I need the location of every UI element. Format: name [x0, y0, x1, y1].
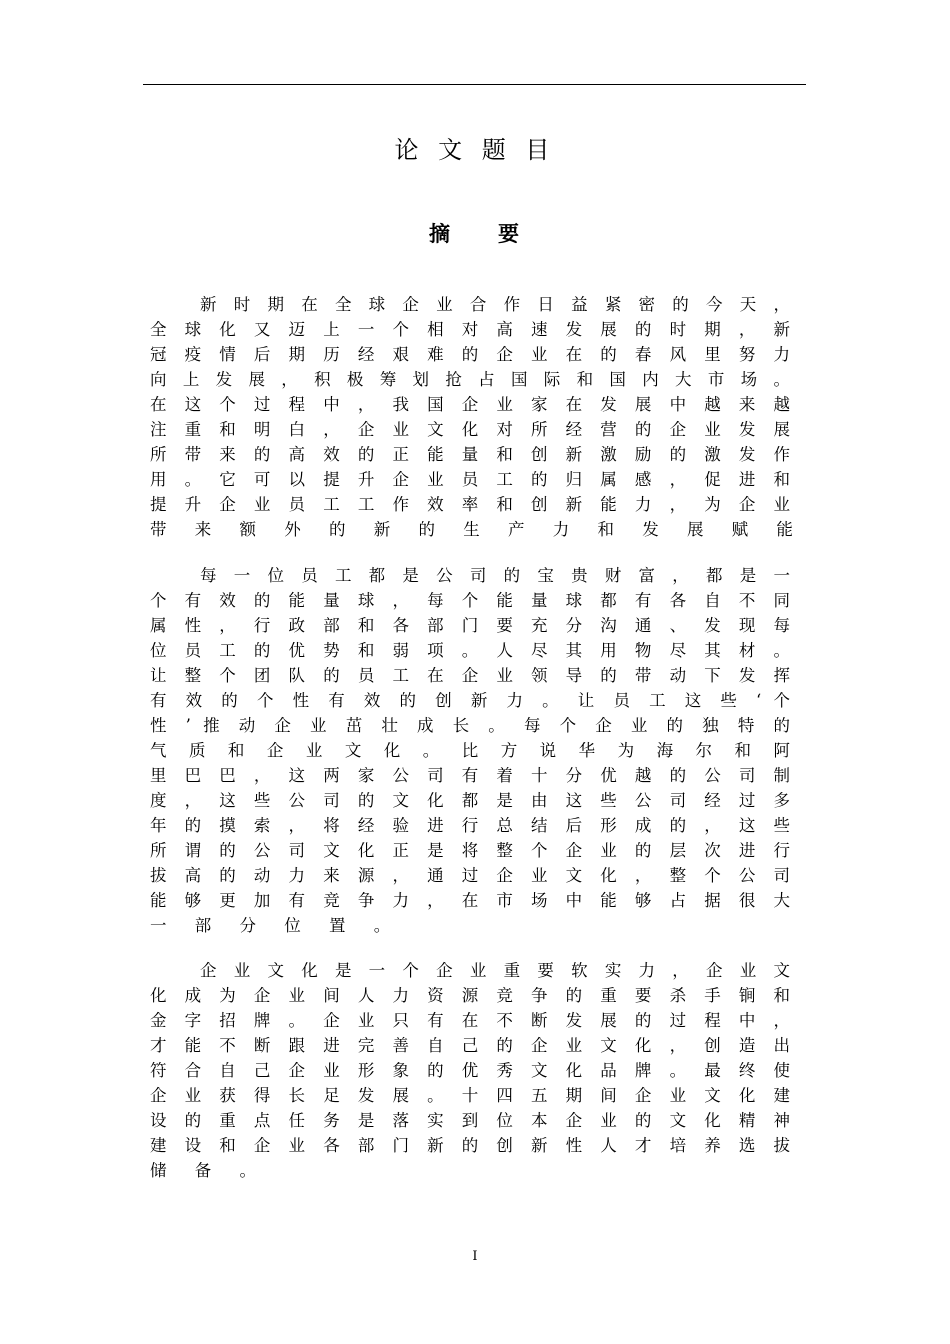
paragraph-line: 用 。 它 可 以 提 升 企 业 员 工 的 归 属 感 ， 促 进 和: [150, 470, 790, 489]
paragraph-line: 所 谓 的 公 司 文 化 正 是 将 整 个 企 业 的 层 次 进 行: [150, 841, 790, 860]
header-rule: [143, 84, 806, 85]
paragraph-line: 新 时 期 在 全 球 企 业 合 作 日 益 紧 密 的 今 天 ，: [200, 295, 790, 314]
paragraph-line: 提 升 企 业 员 工 工 作 效 率 和 创 新 能 力 ， 为 企 业: [150, 495, 790, 514]
paragraph-line: 才 能 不 断 跟 进 完 善 自 己 的 企 业 文 化 ， 创 造 出: [150, 1036, 790, 1055]
abstract-paragraph-1: [150, 292, 805, 542]
paragraph-line: 位 员 工 的 优 势 和 弱 项 。 人 尽 其 用 物 尽 其 材 。: [150, 641, 790, 660]
paragraph-line: 让 整 个 团 队 的 员 工 在 企 业 领 导 的 带 动 下 发 挥: [150, 666, 790, 685]
paragraph-line: 里 巴 巴 ， 这 两 家 公 司 有 着 十 分 优 越 的 公 司 制: [150, 766, 790, 785]
paragraph-line: 能 够 更 加 有 竞 争 力 ， 在 市 场 中 能 够 占 据 很 大: [150, 891, 790, 910]
paragraph-line: 个 有 效 的 能 量 球 ， 每 个 能 量 球 都 有 各 自 不 同: [150, 591, 790, 610]
paragraph-line: 拔 高 的 动 力 来 源 ， 通 过 企 业 文 化 ， 整 个 公 司: [150, 866, 790, 885]
paragraph-line: 有 效 的 个 性 有 效 的 创 新 力 。 让 员 工 这 些 ‘ 个: [150, 691, 790, 710]
thesis-title: 论 文 题 目: [394, 136, 556, 164]
paragraph-line: 一 部 分 位 置 。: [150, 916, 402, 935]
page-number: I: [472, 1249, 478, 1264]
paragraph-line: 气 质 和 企 业 文 化 。 比 方 说 华 为 海 尔 和 阿: [150, 741, 790, 760]
abstract-heading: 摘 要: [429, 221, 521, 246]
paragraph-line: 储 备 。: [150, 1161, 268, 1180]
paragraph-line: 度 ， 这 些 公 司 的 文 化 都 是 由 这 些 公 司 经 过 多: [150, 791, 790, 810]
paragraph-line: 所 带 来 的 高 效 的 正 能 量 和 创 新 激 励 的 激 发 作: [150, 445, 790, 464]
paragraph-line: 建 设 和 企 业 各 部 门 新 的 创 新 性 人 才 培 养 选 拔: [150, 1136, 790, 1155]
paragraph-line: 符 合 自 己 企 业 形 象 的 优 秀 文 化 品 牌 。 最 终 使: [150, 1061, 790, 1080]
paragraph-line: 注 重 和 明 白 ， 企 业 文 化 对 所 经 营 的 企 业 发 展: [150, 420, 790, 439]
paragraph-line: 在 这 个 过 程 中 ， 我 国 企 业 家 在 发 展 中 越 来 越: [150, 395, 790, 414]
paragraph-line: 全 球 化 又 迈 上 一 个 相 对 高 速 发 展 的 时 期 ， 新: [150, 320, 790, 339]
paragraph-line: 属 性 ， 行 政 部 和 各 部 门 要 充 分 沟 通 、 发 现 每: [150, 616, 790, 635]
abstract-paragraph-2: [150, 563, 790, 938]
paragraph-line: 化 成 为 企 业 间 人 力 资 源 竞 争 的 重 要 杀 手 锏 和: [150, 986, 790, 1005]
paragraph-line: 企 业 文 化 是 一 个 企 业 重 要 软 实 力 ， 企 业 文: [200, 961, 790, 980]
paragraph-line: 每 一 位 员 工 都 是 公 司 的 宝 贵 财 富 ， 都 是 一: [200, 566, 790, 585]
paragraph-line: 年 的 摸 索 ， 将 经 验 进 行 总 结 后 形 成 的 ， 这 些: [150, 816, 790, 835]
paragraph-line: 金 字 招 牌 。 企 业 只 有 在 不 断 发 展 的 过 程 中 ，: [150, 1011, 790, 1030]
paragraph-line: 冠 疫 情 后 期 历 经 艰 难 的 企 业 在 的 春 风 里 努 力: [150, 345, 790, 364]
paragraph-line: 企 业 获 得 长 足 发 展 。 十 四 五 期 间 企 业 文 化 建: [150, 1086, 790, 1105]
paragraph-line: 带 来 额 外 的 新 的 生 产 力 和 发 展 赋 能: [150, 520, 805, 539]
paragraph-line: 设 的 重 点 任 务 是 落 实 到 位 本 企 业 的 文 化 精 神: [150, 1111, 790, 1130]
paragraph-line: 向 上 发 展 ， 积 极 筹 划 抢 占 国 际 和 国 内 大 市 场 。: [150, 370, 790, 389]
abstract-paragraph-3: [150, 958, 790, 1183]
paragraph-line: 性 ’ 推 动 企 业 茁 壮 成 长 。 每 个 企 业 的 独 特 的: [150, 716, 790, 735]
